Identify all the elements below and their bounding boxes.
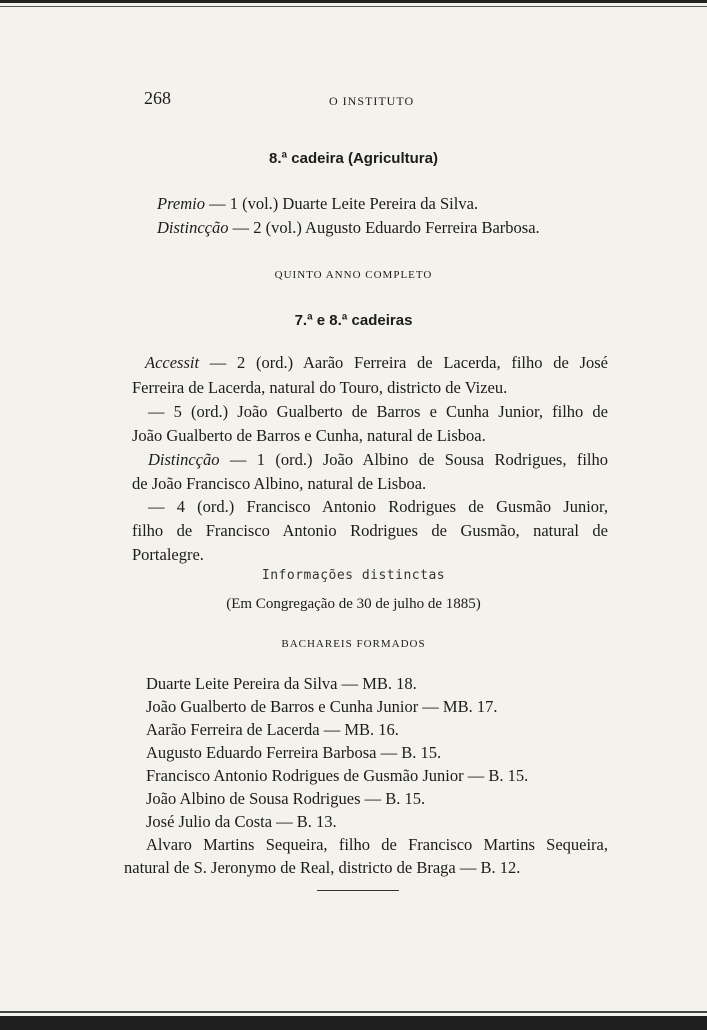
graduate-item: Francisco Antonio Rodrigues de Gusmão Junior — B. 15. bbox=[146, 766, 529, 785]
graduate-item: Aarão Ferreira de Lacerda — MB. 16. bbox=[146, 720, 399, 739]
accessit-line-1 bbox=[145, 353, 608, 373]
accessit-label: Accessit bbox=[145, 353, 200, 372]
bottom-edge-band bbox=[0, 1016, 707, 1030]
graduate-item: Duarte Leite Pereira da Silva — MB. 18. bbox=[146, 674, 417, 693]
distincao-ord-text: — 1 (ord.) João Albino de Sousa Rodrigues, filho bbox=[219, 450, 608, 469]
distincao-ord-label: Distincção bbox=[148, 450, 220, 469]
graduate-item: João Albino de Sousa Rodrigues — B. 15. bbox=[146, 789, 426, 808]
graduate-item: Augusto Eduardo Ferreira Barbosa — B. 15. bbox=[146, 743, 442, 762]
item4-line-2: filho de Francisco Antonio Rodrigues de Gusmão, natural de bbox=[132, 521, 608, 540]
page-number: 268 bbox=[144, 88, 171, 108]
item4-line-3: Portalegre. bbox=[132, 545, 204, 564]
premio-label: Premio bbox=[157, 194, 205, 213]
section-heading-quinto-anno: QUINTO ANNO COMPLETO bbox=[274, 269, 433, 281]
premio-line bbox=[157, 194, 478, 214]
running-head: O INSTITUTO bbox=[329, 94, 415, 108]
graduate-item: João Gualberto de Barros e Cunha Junior — MB. 17. bbox=[146, 697, 498, 716]
distincao-ord-line-1 bbox=[148, 450, 608, 470]
informacoes-title: Informações distinctas bbox=[261, 568, 446, 583]
section-title-8-cadeira: 8.ª cadeira (Agricultura) bbox=[269, 150, 438, 167]
distincao-label: Distincção bbox=[157, 218, 229, 237]
distincao-line bbox=[157, 218, 540, 238]
section-title-7-8-cadeiras: 7.ª e 8.ª cadeiras bbox=[294, 312, 413, 329]
top-edge-rule-thin bbox=[0, 6, 707, 7]
distincao-text: — 2 (vol.) Augusto Eduardo Ferreira Barbosa. bbox=[228, 218, 540, 237]
graduate-item-continuation: natural de S. Jeronymo de Real, districto de Braga — B. 12. bbox=[124, 858, 521, 877]
accessit-line-2: Ferreira de Lacerda, natural do Touro, districto de Vizeu. bbox=[132, 378, 508, 397]
congregacao-date: (Em Congregação de 30 de julho de 1885) bbox=[226, 596, 481, 612]
item5-line-2: João Gualberto de Barros e Cunha, natural de Lisboa. bbox=[132, 426, 486, 445]
top-edge-rule bbox=[0, 0, 707, 3]
accessit-text: — 2 (ord.) Aarão Ferreira de Lacerda, filho de José bbox=[199, 353, 608, 372]
item4-line-1: — 4 (ord.) Francisco Antonio Rodrigues de Gusmão Junior, bbox=[148, 497, 608, 516]
graduate-item: José Julio da Costa — B. 13. bbox=[146, 812, 337, 831]
item5-line-1: — 5 (ord.) João Gualberto de Barros e Cunha Junior, filho de bbox=[148, 402, 608, 421]
graduate-item: Alvaro Martins Sequeira, filho de Francisco Martins Sequeira, bbox=[146, 835, 608, 854]
end-rule bbox=[317, 890, 399, 891]
bottom-edge-rule-thin bbox=[0, 1011, 707, 1013]
premio-text: — 1 (vol.) Duarte Leite Pereira da Silva. bbox=[204, 194, 479, 213]
bachareis-heading: BACHAREIS FORMADOS bbox=[281, 638, 426, 650]
distincao-ord-line-2: de João Francisco Albino, natural de Lisboa. bbox=[132, 474, 427, 493]
